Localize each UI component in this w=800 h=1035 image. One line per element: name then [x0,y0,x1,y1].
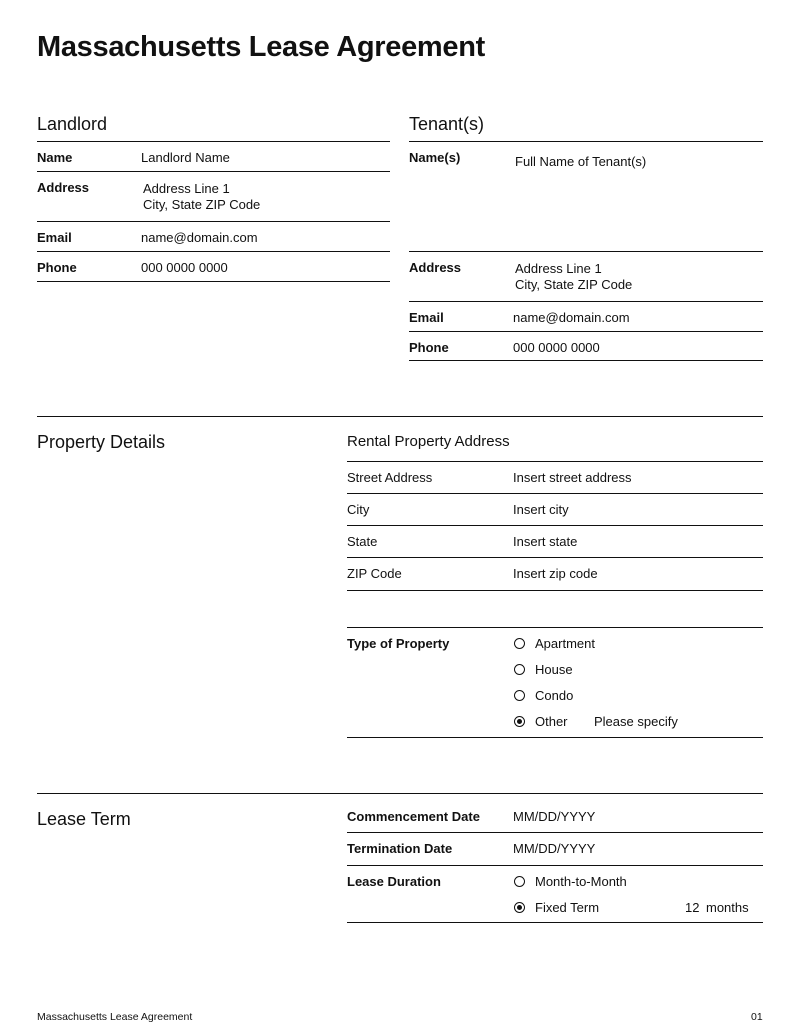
fixed-term-count-field[interactable]: 12 [685,900,700,915]
street-address-field[interactable]: Insert street address [513,470,632,485]
divider [347,627,763,628]
radio-label: Fixed Term [535,900,600,915]
tenant-address-line1: Address Line 1 [515,261,602,276]
zip-code-label: ZIP Code [347,566,402,581]
tenant-name-label: Name(s) [409,150,461,165]
section-divider [37,416,763,417]
landlord-address-line2: City, State ZIP Code [143,197,261,212]
street-address-label: Street Address [347,470,433,485]
landlord-email-label: Email [37,230,72,245]
radio-unchecked-icon[interactable] [514,876,525,887]
city-label: City [347,502,370,517]
tenant-heading: Tenant(s) [409,114,485,134]
commencement-date-label: Commencement Date [347,809,480,824]
tenant-address-field[interactable] [515,261,632,293]
divider [347,461,763,462]
radio-unchecked-icon[interactable] [514,690,525,701]
divider [347,865,763,866]
divider [347,493,763,494]
other-specify-field[interactable]: Please specify [594,714,678,729]
divider [37,141,390,142]
property-heading: Property Details [37,432,166,452]
rental-address-subheading: Rental Property Address [347,433,510,450]
landlord-heading: Landlord [37,114,108,134]
radio-unchecked-icon[interactable] [514,638,525,649]
landlord-name-label: Name [37,150,73,165]
tenant-address-label: Address [409,260,462,275]
commencement-date-field[interactable]: MM/DD/YYYY [513,809,596,824]
radio-label: Other [535,714,568,729]
tenant-phone-label: Phone [409,340,449,355]
radio-label: Condo [535,688,574,703]
landlord-address-field[interactable] [143,181,260,213]
termination-date-label: Termination Date [347,841,453,856]
divider [347,590,763,591]
zip-code-field[interactable]: Insert zip code [513,566,598,581]
state-label: State [347,534,378,549]
lease-duration-label: Lease Duration [347,874,441,889]
divider [347,832,763,833]
divider [37,251,390,252]
landlord-address-line1: Address Line 1 [143,181,230,196]
tenant-address-line2: City, State ZIP Code [515,277,633,292]
termination-date-field[interactable]: MM/DD/YYYY [513,841,596,856]
tenant-email-label: Email [409,310,444,325]
tenant-name-field[interactable]: Full Name of Tenant(s) [515,154,647,169]
divider [347,922,763,923]
property-type-apartment[interactable] [514,636,595,651]
radio-checked-icon[interactable] [514,716,525,727]
duration-month-to-month[interactable] [514,874,627,889]
property-type-house[interactable] [514,662,573,677]
city-field[interactable]: Insert city [513,502,569,517]
divider [409,301,763,302]
radio-unchecked-icon[interactable] [514,664,525,675]
page-title: Massachusetts Lease Agreement [37,31,485,63]
property-type-condo[interactable] [514,688,573,703]
page-number: 01 [751,1011,763,1023]
landlord-name-field[interactable]: Landlord Name [141,150,230,165]
property-type-other[interactable] [514,714,568,729]
divider [37,221,390,222]
duration-fixed-term[interactable] [514,900,599,915]
radio-label: House [535,662,573,677]
section-divider [37,793,763,794]
divider [347,557,763,558]
landlord-address-label: Address [37,180,90,195]
lease-term-heading: Lease Term [37,809,131,829]
state-field[interactable]: Insert state [513,534,578,549]
divider [37,171,390,172]
landlord-phone-field[interactable]: 000 0000 0000 [141,260,228,275]
landlord-phone-label: Phone [37,260,77,275]
divider [409,141,763,142]
divider [409,251,763,252]
property-type-label: Type of Property [347,636,450,651]
divider [409,360,763,361]
landlord-email-field[interactable]: name@domain.com [141,230,258,245]
fixed-term-unit: months [706,900,749,915]
tenant-phone-field[interactable]: 000 0000 0000 [513,340,600,355]
divider [37,281,390,282]
footer-title: Massachusetts Lease Agreement [37,1011,193,1023]
divider [347,525,763,526]
radio-checked-icon[interactable] [514,902,525,913]
divider [409,331,763,332]
radio-label: Month-to-Month [535,874,627,889]
tenant-email-field[interactable]: name@domain.com [513,310,630,325]
divider [347,737,763,738]
radio-label: Apartment [535,636,595,651]
